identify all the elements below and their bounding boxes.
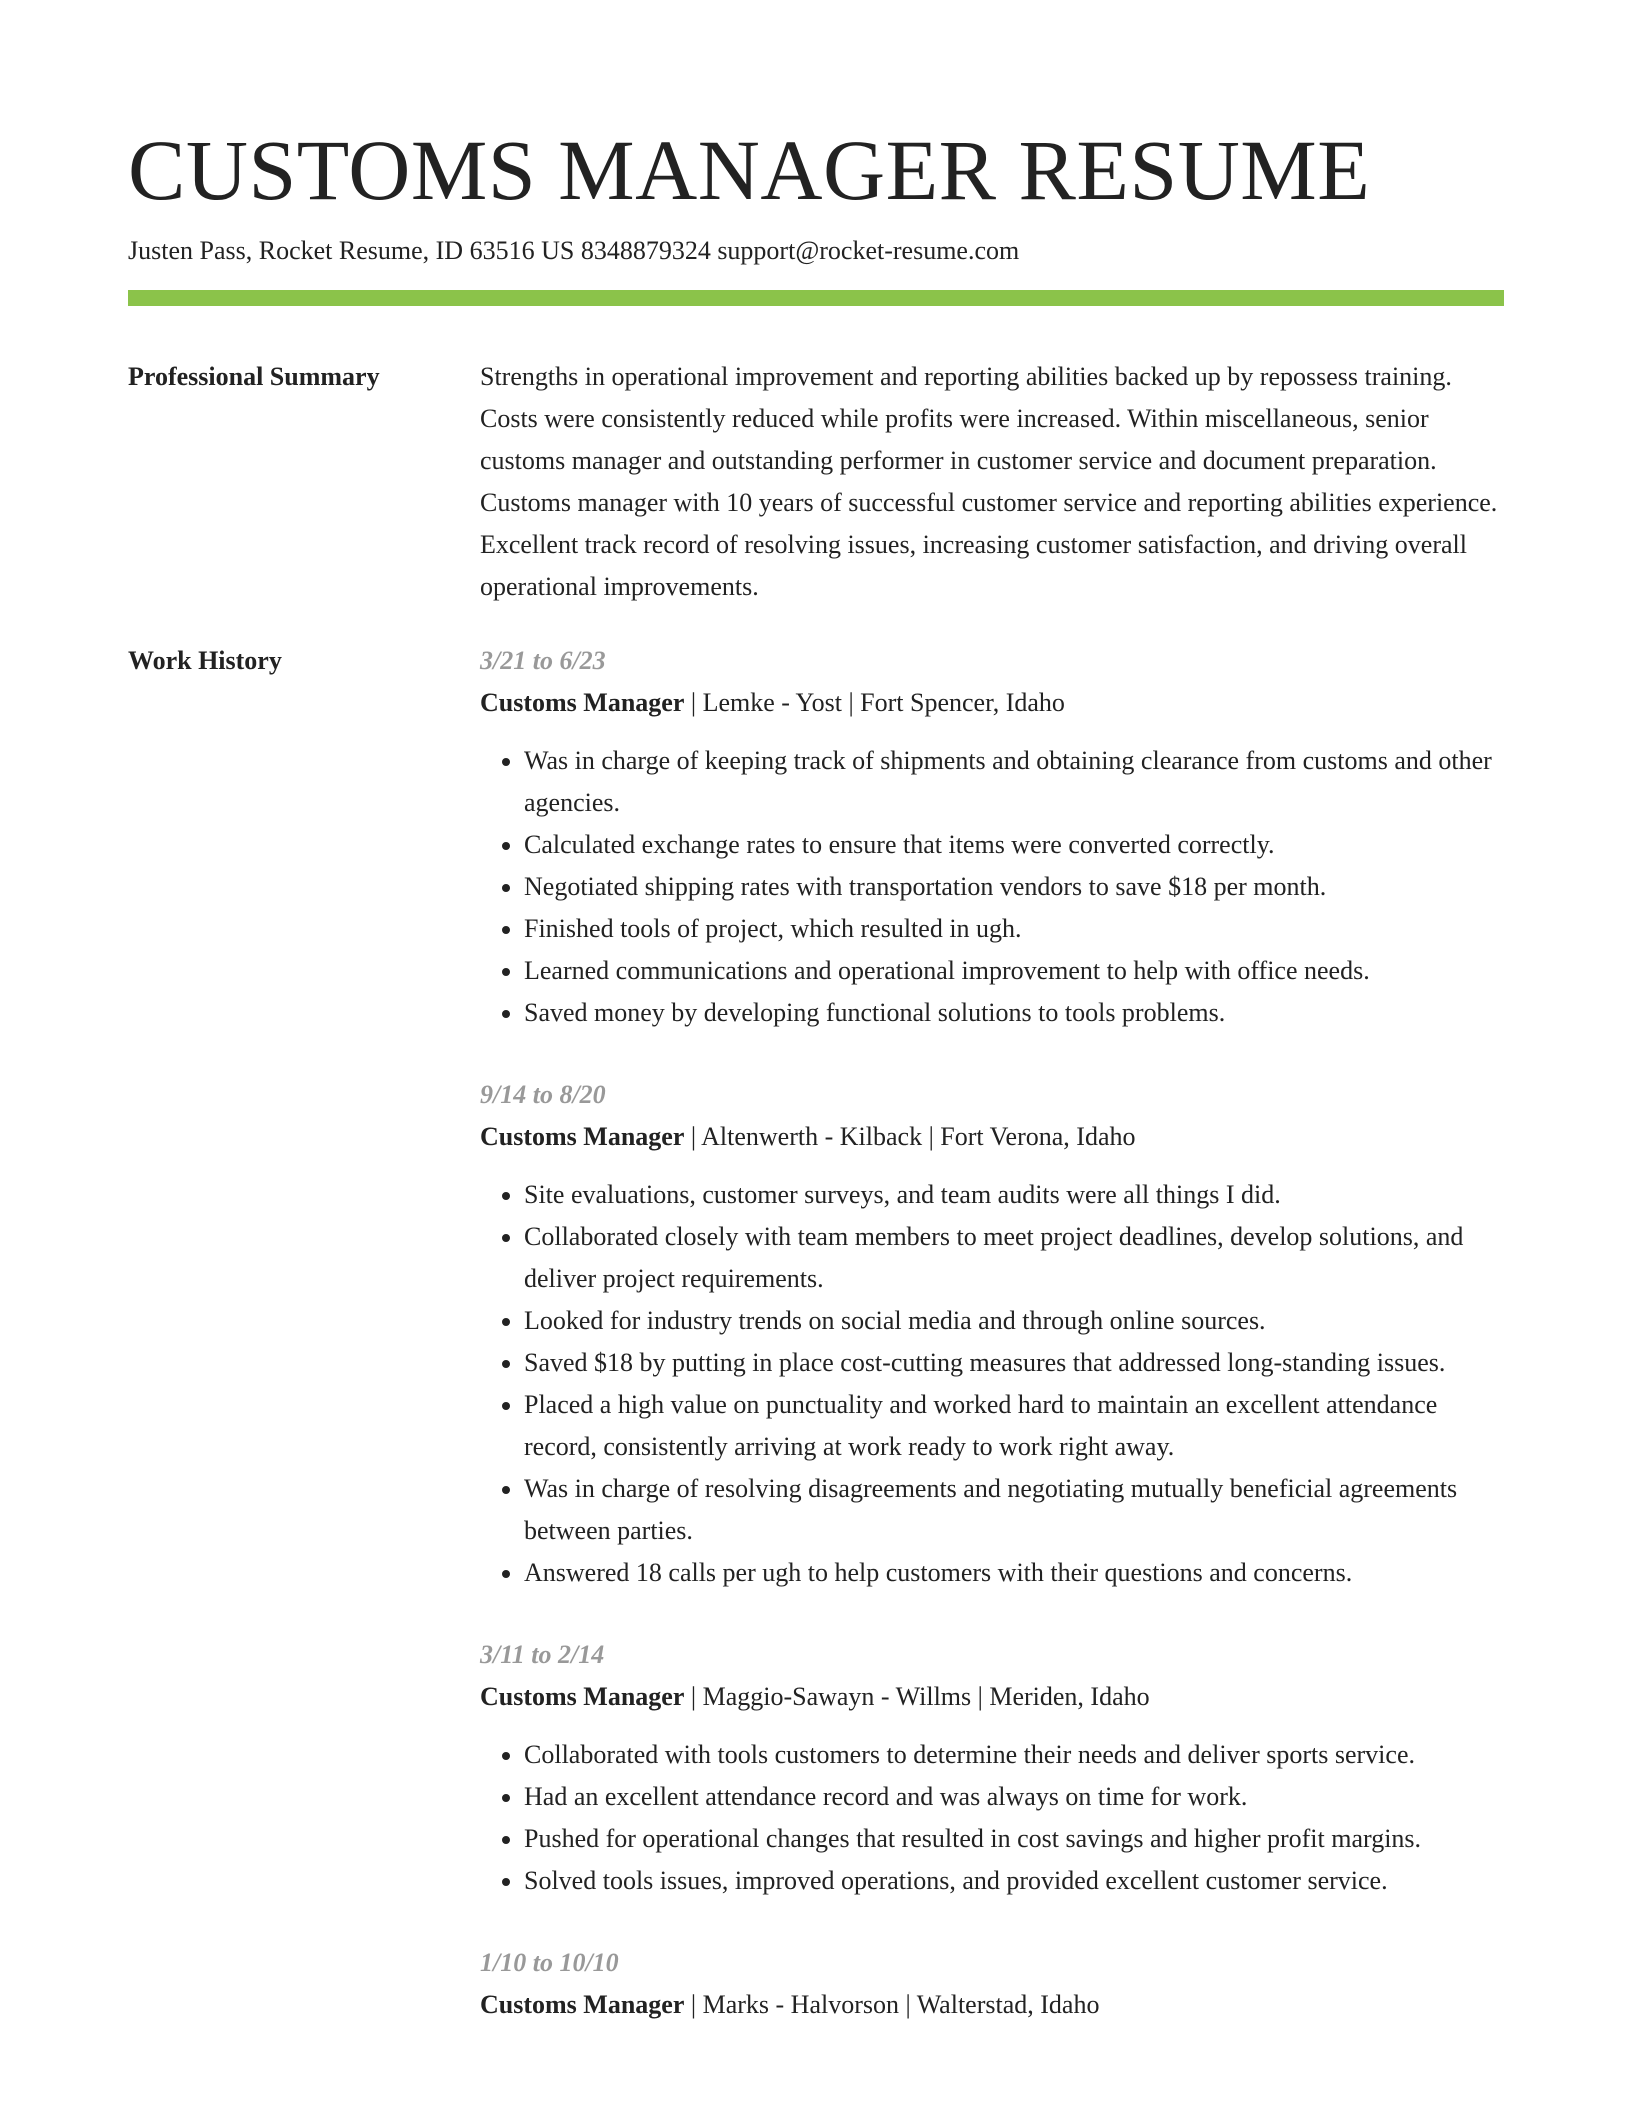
summary-body (480, 356, 1504, 608)
job-bullet: • Calculated exchange rates to ensure that items were converted correctly. (524, 824, 1504, 866)
job-employer-location: | Marks - Halvorson | Walterstad, Idaho (684, 1990, 1100, 2019)
job-title: Customs Manager (480, 1682, 685, 1711)
job-bullet: • Site evaluations, customer surveys, and team audits were all things I did. (524, 1174, 1504, 1216)
job-bullet: • Answered 18 calls per ugh to help customers with their questions and concerns. (524, 1552, 1504, 1594)
job-bullet: • Collaborated closely with team members to meet project deadlines, develop solutions, and deliver project requirements. (524, 1216, 1504, 1300)
job-dates: 9/14 to 8/20 (480, 1080, 606, 1109)
job-bullet-list (480, 740, 1504, 1034)
summary-section (128, 356, 1504, 608)
job-bullet: • Negotiated shipping rates with transportation vendors to save $18 per month. (524, 866, 1504, 908)
job-bullet: • Collaborated with tools customers to determine their needs and deliver sports service. (524, 1734, 1504, 1776)
summary-label: Professional Summary (128, 362, 380, 391)
job-bullet: • Was in charge of resolving disagreements and negotiating mutually beneficial agreements between parties. (524, 1468, 1504, 1552)
job-heading (480, 1984, 1504, 2026)
job-heading (480, 1116, 1504, 1158)
job-bullet: • Looked for industry trends on social media and through online sources. (524, 1300, 1504, 1342)
work-history-list (480, 640, 1504, 2066)
job-entry (480, 1634, 1504, 1902)
job-employer-location: | Maggio-Sawayn - Willms | Meriden, Idaho (684, 1682, 1150, 1711)
job-bullet-list (480, 1174, 1504, 1594)
job-bullet: • Finished tools of project, which resulted in ugh. (524, 908, 1504, 950)
job-entry (480, 640, 1504, 1034)
work-history-section (128, 640, 1504, 2066)
job-bullet: • Had an excellent attendance record and was always on time for work. (524, 1776, 1504, 1818)
job-dates: 1/10 to 10/10 (480, 1948, 619, 1977)
summary-text: Strengths in operational improvement and reporting abilities backed up by repossess training. Costs were consistently reduced while profits were increased. Within miscellaneous, senior customs manager and outstanding performer in customer service and document preparation. Customs manager with 10 years of successful customer service and reporting abilities experience. Excellent track record of resolving issues, increasing customer satisfaction, and driving overall operational improvements. (480, 362, 1498, 601)
accent-divider (128, 290, 1504, 306)
resume-page (128, 0, 1504, 2066)
job-heading (480, 1676, 1504, 1718)
resume-title: CUSTOMS MANAGER RESUME (128, 122, 1371, 218)
job-heading (480, 682, 1504, 724)
job-bullet: • Learned communications and operational improvement to help with office needs. (524, 950, 1504, 992)
job-title: Customs Manager (480, 688, 685, 717)
job-bullet: • Placed a high value on punctuality and worked hard to maintain an excellent attendance record, consistently arriving at work ready to work right away. (524, 1384, 1504, 1468)
job-bullet: • Was in charge of keeping track of shipments and obtaining clearance from customs and other agencies. (524, 740, 1504, 824)
job-employer-location: | Lemke - Yost | Fort Spencer, Idaho (684, 688, 1065, 717)
job-dates: 3/21 to 6/23 (480, 646, 606, 675)
job-bullet: • Pushed for operational changes that resulted in cost savings and higher profit margins. (524, 1818, 1504, 1860)
job-bullet: • Solved tools issues, improved operations, and provided excellent customer service. (524, 1860, 1504, 1902)
job-bullet-list (480, 1734, 1504, 1902)
contact-line: Justen Pass, Rocket Resume, ID 63516 US 8348879324 support@rocket-resume.com (128, 236, 1020, 265)
job-entry (480, 1074, 1504, 1594)
job-bullet: • Saved money by developing functional solutions to tools problems. (524, 992, 1504, 1034)
job-employer-location: | Altenwerth - Kilback | Fort Verona, Idaho (684, 1122, 1136, 1151)
job-title: Customs Manager (480, 1990, 685, 2019)
job-entry (480, 1942, 1504, 2026)
job-dates: 3/11 to 2/14 (480, 1640, 605, 1669)
job-title: Customs Manager (480, 1122, 685, 1151)
work-history-label: Work History (128, 646, 282, 675)
job-bullet: • Saved $18 by putting in place cost-cutting measures that addressed long-standing issues. (524, 1342, 1504, 1384)
